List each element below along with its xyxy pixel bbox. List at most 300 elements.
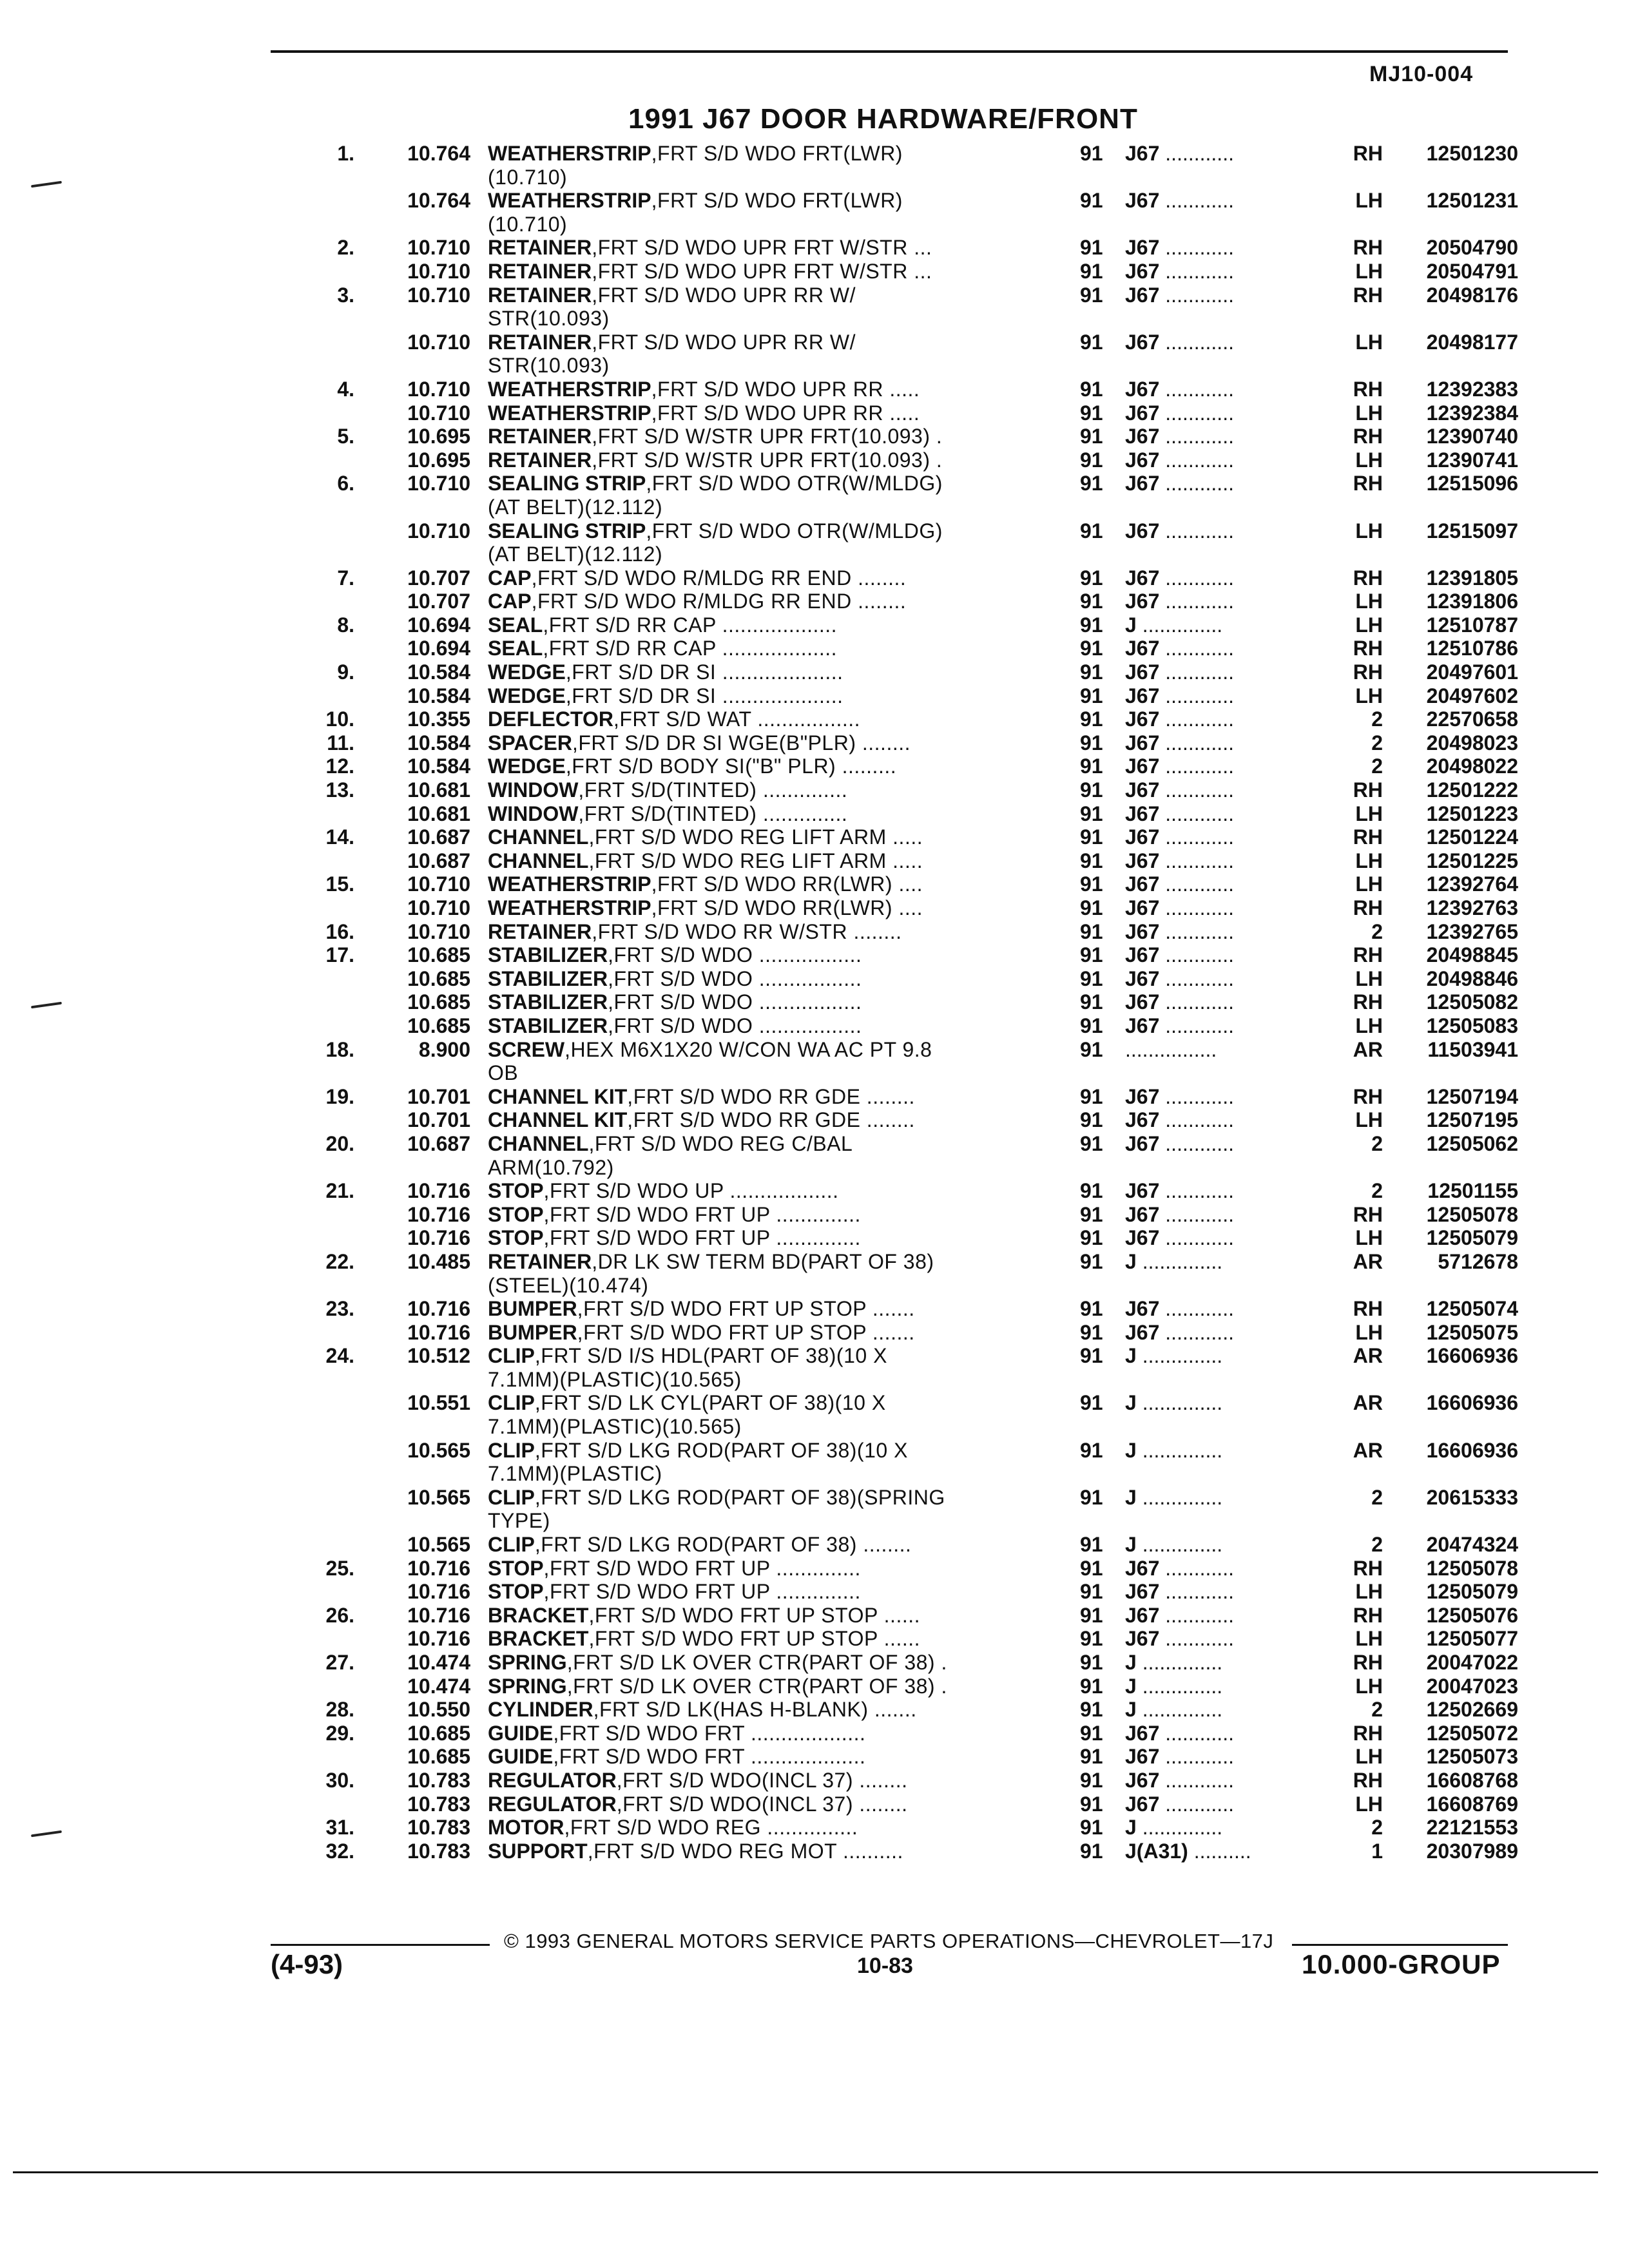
part-name: CLIP (488, 1438, 535, 1462)
item-number: 31. (325, 1816, 354, 1840)
part-detail: ,FRT S/D WDO RR GDE ........ (627, 1084, 915, 1108)
part-name: STOP (488, 1580, 544, 1604)
part-detail: ,FRT S/D WDO RR(LWR) .... (651, 872, 923, 896)
group-number: 10.685 (407, 1014, 470, 1037)
part-detail: ,FRT S/D WDO(INCL 37) ........ (616, 1792, 908, 1816)
part-number: 12501222 (1426, 778, 1518, 802)
part-detail-continued: OB (488, 1061, 519, 1085)
part-number: 12505077 (1426, 1627, 1518, 1651)
quantity: 2 (1371, 707, 1383, 731)
leader-dots: ............ (1165, 825, 1234, 849)
model-year: 91 (1080, 1580, 1103, 1604)
table-row (0, 189, 1629, 236)
model-code-value: J67 (1125, 283, 1160, 307)
model-year: 91 (1080, 1226, 1103, 1250)
model-year: 91 (1080, 1603, 1103, 1627)
part-number: 12392763 (1426, 896, 1518, 919)
table-row (0, 1533, 1629, 1557)
leader-dots: ............ (1165, 283, 1234, 307)
group-number: 10.710 (407, 236, 470, 260)
leader-dots: ............ (1165, 1603, 1234, 1627)
part-description (488, 1816, 1068, 1840)
quantity: 2 (1371, 1533, 1383, 1557)
table-row (0, 1108, 1629, 1132)
item-number: 21. (325, 1179, 354, 1203)
part-name: WEATHERSTRIP (488, 872, 651, 896)
part-description (488, 1014, 1068, 1038)
item-number: 16. (325, 919, 354, 943)
model-year: 91 (1080, 1745, 1103, 1769)
model-year: 91 (1080, 448, 1103, 472)
leader-dots: ............ (1165, 966, 1234, 990)
part-detail: ,HEX M6X1X20 W/CON WA AC PT 9.8 (564, 1037, 932, 1061)
leader-dots: ............ (1165, 778, 1234, 802)
table-row (0, 1627, 1629, 1651)
item-number: 23. (325, 1297, 354, 1321)
quantity: LH (1355, 189, 1383, 213)
group-number: 10.584 (407, 660, 470, 684)
quantity: LH (1355, 966, 1383, 990)
table-row (0, 1014, 1629, 1038)
part-detail: ,FRT S/D WDO FRT UP .............. (543, 1202, 861, 1226)
model-year: 91 (1080, 1839, 1103, 1863)
part-detail: ,FRT S/D RR CAP ................... (543, 637, 838, 660)
model-code (1125, 990, 1338, 1014)
model-code (1125, 872, 1338, 896)
model-code-value: J67 (1125, 754, 1160, 778)
model-code (1125, 1250, 1338, 1274)
table-row (0, 802, 1629, 826)
model-year: 91 (1080, 1485, 1103, 1509)
model-code-value: J67 (1125, 1556, 1160, 1580)
model-code (1125, 1085, 1338, 1109)
model-code (1125, 1226, 1338, 1250)
model-code (1125, 825, 1338, 849)
model-year: 91 (1080, 1651, 1103, 1674)
part-detail: ,FRT S/D DR SI WGE(B"PLR) ........ (572, 731, 911, 754)
part-detail: ,FRT S/D WDO OTR(W/MLDG) (646, 472, 943, 495)
part-number: 12505062 (1426, 1131, 1518, 1155)
part-description (488, 448, 1068, 472)
part-name: STOP (488, 1202, 544, 1226)
part-description (488, 896, 1068, 920)
leader-dots: ............ (1165, 1745, 1234, 1769)
part-detail: ,FRT S/D W/STR UPR FRT(10.093) . (592, 425, 943, 448)
quantity: 2 (1371, 1698, 1383, 1722)
model-year: 91 (1080, 330, 1103, 354)
part-name: RETAINER (488, 259, 592, 283)
quantity: RH (1353, 943, 1383, 967)
model-year: 91 (1080, 1627, 1103, 1651)
part-detail: ,FRT S/D WDO RR GDE ........ (627, 1108, 915, 1132)
quantity: LH (1355, 590, 1383, 613)
part-number: 20307989 (1426, 1839, 1518, 1863)
part-detail: ,FRT S/D WDO FRT(LWR) (651, 142, 903, 165)
part-number: 16606936 (1426, 1391, 1518, 1415)
part-description (488, 1132, 1068, 1179)
model-year: 91 (1080, 684, 1103, 707)
model-code (1125, 1769, 1338, 1792)
top-rule (271, 50, 1508, 53)
part-name: MOTOR (488, 1816, 564, 1840)
part-number: 20615333 (1426, 1485, 1518, 1509)
bottom-rule (13, 2171, 1598, 2173)
part-number: 20047023 (1426, 1674, 1518, 1698)
leader-dots: .......... (1193, 1839, 1251, 1863)
revision-date: (4-93) (271, 1949, 343, 1979)
model-code-value: J (1125, 1816, 1137, 1840)
model-code-value: J67 (1125, 377, 1160, 401)
part-detail: ,FRT S/D WDO UPR FRT W/STR ... (592, 236, 932, 260)
leader-dots: ............ (1165, 448, 1234, 472)
model-code-value: J67 (1125, 1320, 1160, 1344)
item-number: 25. (325, 1556, 354, 1580)
part-name: CHANNEL (488, 1131, 589, 1155)
group-number: 10.710 (407, 330, 470, 354)
part-description (488, 331, 1068, 378)
model-code-value: J67 (1125, 259, 1160, 283)
part-detail: ,FRT S/D WDO UPR RR W/ (592, 283, 856, 307)
table-row (0, 1792, 1629, 1816)
table-row (0, 1486, 1629, 1533)
model-year: 91 (1080, 1391, 1103, 1415)
part-description (488, 1179, 1068, 1203)
part-description (488, 825, 1068, 849)
quantity: LH (1355, 519, 1383, 543)
part-detail: ,FRT S/D LKG ROD(PART OF 38)(SPRING (534, 1485, 945, 1509)
model-year: 91 (1080, 142, 1103, 165)
model-year: 91 (1080, 1179, 1103, 1203)
table-row (0, 1722, 1629, 1745)
model-code-value: J (1125, 1651, 1137, 1674)
part-name: STABILIZER (488, 966, 608, 990)
table-row (0, 1179, 1629, 1203)
model-code-value: J67 (1125, 142, 1160, 165)
part-name: SEALING STRIP (488, 519, 646, 543)
quantity: AR (1353, 1249, 1383, 1273)
group-number: 10.710 (407, 377, 470, 401)
part-description (488, 1580, 1068, 1604)
item-number: 18. (325, 1037, 354, 1061)
part-description (488, 613, 1068, 637)
part-description (488, 1533, 1068, 1557)
model-code-value: J67 (1125, 566, 1160, 590)
quantity: AR (1353, 1391, 1383, 1415)
model-code-value: J (1125, 1698, 1137, 1722)
model-year: 91 (1080, 731, 1103, 754)
part-description (488, 1840, 1068, 1863)
part-number: 16606936 (1426, 1344, 1518, 1368)
group-number: 10.764 (407, 189, 470, 213)
group-number: 10.512 (407, 1344, 470, 1368)
model-code (1125, 1557, 1338, 1581)
model-code (1125, 590, 1338, 613)
leader-dots: ............ (1165, 1768, 1234, 1792)
table-row (0, 990, 1629, 1014)
part-number: 12392765 (1426, 919, 1518, 943)
group-number: 10.681 (407, 778, 470, 802)
model-code-value: J67 (1125, 330, 1160, 354)
model-code-value: J67 (1125, 236, 1160, 260)
group-number: 10.685 (407, 1745, 470, 1769)
part-detail: ,FRT S/D WDO REG LIFT ARM ..... (588, 825, 923, 849)
model-code-value: J67 (1125, 1084, 1160, 1108)
part-description (488, 472, 1068, 519)
part-description (488, 236, 1068, 260)
part-description (488, 590, 1068, 613)
part-number: 12505076 (1426, 1603, 1518, 1627)
part-detail: ,FRT S/D LKG ROD(PART OF 38) ........ (534, 1533, 912, 1557)
model-year: 91 (1080, 872, 1103, 896)
model-year: 91 (1080, 1698, 1103, 1722)
model-code-value: J67 (1125, 966, 1160, 990)
part-number: 20504791 (1426, 259, 1518, 283)
model-code-value: J67 (1125, 1721, 1160, 1745)
table-row (0, 1840, 1629, 1863)
model-year: 91 (1080, 259, 1103, 283)
model-code-value: J67 (1125, 849, 1160, 872)
leader-dots: ............ (1165, 731, 1234, 754)
part-description (488, 849, 1068, 873)
part-number: 20504790 (1426, 236, 1518, 260)
model-code-value: J67 (1125, 660, 1160, 684)
part-number: 12507195 (1426, 1108, 1518, 1132)
model-code (1125, 1745, 1338, 1769)
table-row (0, 260, 1629, 284)
table-row (0, 1203, 1629, 1227)
leader-dots: ............ (1165, 660, 1234, 684)
quantity: 1 (1371, 1839, 1383, 1863)
part-detail: ,FRT S/D I/S HDL(PART OF 38)(10 X (534, 1344, 887, 1368)
quantity: AR (1353, 1344, 1383, 1368)
part-description (488, 754, 1068, 778)
part-name: CHANNEL KIT (488, 1084, 628, 1108)
part-detail-continued: (10.710) (488, 165, 568, 189)
part-number: 12502669 (1426, 1698, 1518, 1722)
part-number: 12505078 (1426, 1556, 1518, 1580)
part-number: 12501155 (1427, 1179, 1518, 1203)
leader-dots: .............. (1142, 1533, 1223, 1557)
group-number: 10.694 (407, 613, 470, 637)
model-code-value: J67 (1125, 731, 1160, 754)
part-detail: ,FRT S/D RR CAP ................... (543, 613, 838, 637)
part-name: STABILIZER (488, 1014, 608, 1037)
leader-dots: .............. (1142, 1651, 1223, 1674)
model-code (1125, 331, 1338, 354)
part-number: 12501224 (1426, 825, 1518, 849)
model-code-value: J67 (1125, 1108, 1160, 1132)
model-code (1125, 1321, 1338, 1345)
group-number: 10.685 (407, 990, 470, 1014)
model-year: 91 (1080, 1674, 1103, 1698)
quantity: LH (1355, 401, 1383, 425)
part-description (488, 1297, 1068, 1321)
group-number: 10.716 (407, 1580, 470, 1604)
leader-dots: ................ (1125, 1037, 1217, 1061)
part-detail: ,FRT S/D DR SI .................... (565, 660, 843, 684)
table-row (0, 1250, 1629, 1297)
part-detail: ,FRT S/D WDO UPR RR ..... (651, 401, 920, 425)
model-code (1125, 802, 1338, 826)
part-detail: ,FRT S/D WDO ................. (608, 966, 862, 990)
table-row (0, 1085, 1629, 1109)
part-number: 20498845 (1426, 943, 1518, 967)
model-code-value: J67 (1125, 943, 1160, 967)
part-name: WEDGE (488, 660, 566, 684)
table-row (0, 684, 1629, 708)
quantity: RH (1353, 472, 1383, 495)
page-number: 10-83 (857, 1954, 913, 1978)
quantity: RH (1353, 1768, 1383, 1792)
quantity: 2 (1371, 731, 1383, 754)
part-name: WEDGE (488, 754, 566, 778)
quantity: AR (1353, 1438, 1383, 1462)
leader-dots: ............ (1165, 1580, 1234, 1604)
item-number: 6. (337, 472, 354, 495)
model-year: 91 (1080, 1014, 1103, 1037)
part-name: WEATHERSTRIP (488, 401, 651, 425)
part-description (488, 1792, 1068, 1816)
part-description (488, 1321, 1068, 1345)
part-description (488, 1486, 1068, 1533)
leader-dots: .............. (1142, 1438, 1223, 1462)
item-number: 8. (337, 613, 354, 637)
group-number: 10.710 (407, 896, 470, 919)
part-detail: ,FRT S/D BODY SI("B" PLR) ......... (565, 754, 897, 778)
part-name: CLIP (488, 1391, 535, 1415)
table-row (0, 778, 1629, 802)
group-number: 10.565 (407, 1438, 470, 1462)
part-detail: ,FRT S/D W/STR UPR FRT(10.093) . (592, 448, 943, 472)
model-year: 91 (1080, 1556, 1103, 1580)
table-row (0, 967, 1629, 991)
group-number: 10.551 (407, 1391, 470, 1415)
model-year: 91 (1080, 1344, 1103, 1368)
part-description (488, 778, 1068, 802)
part-detail: ,FRT S/D WDO REG MOT .......... (587, 1839, 903, 1863)
part-detail: ,FRT S/D(TINTED) .............. (578, 802, 848, 825)
model-code-value: J67 (1125, 637, 1160, 660)
model-code (1125, 1038, 1338, 1062)
quantity: RH (1353, 1651, 1383, 1674)
footer-rule-left (271, 1944, 490, 1946)
quantity: LH (1355, 1320, 1383, 1344)
quantity: LH (1355, 1580, 1383, 1604)
leader-dots: ............ (1165, 1556, 1234, 1580)
model-code-value: J67 (1125, 448, 1160, 472)
leader-dots: ............ (1165, 189, 1234, 213)
leader-dots: ............ (1165, 990, 1234, 1014)
group-number: 10.783 (407, 1792, 470, 1816)
item-number: 3. (337, 283, 354, 307)
group-number: 10.695 (407, 425, 470, 448)
group-number: 10.485 (407, 1249, 470, 1273)
part-description (488, 1108, 1068, 1132)
model-year: 91 (1080, 519, 1103, 543)
model-year: 91 (1080, 1131, 1103, 1155)
leader-dots: ............ (1165, 401, 1234, 425)
quantity: RH (1353, 1603, 1383, 1627)
leader-dots: .............. (1142, 1698, 1223, 1722)
group-number: 10.685 (407, 1721, 470, 1745)
part-name: SCREW (488, 1037, 565, 1061)
part-name: SEAL (488, 637, 543, 660)
group-number: 10.584 (407, 754, 470, 778)
part-name: CLIP (488, 1344, 535, 1368)
model-code (1125, 778, 1338, 802)
model-code-value: J67 (1125, 1768, 1160, 1792)
part-number: 12505078 (1426, 1202, 1518, 1226)
leader-dots: ............ (1165, 943, 1234, 967)
part-name: STOP (488, 1226, 544, 1250)
model-code-value: J67 (1125, 189, 1160, 213)
quantity: LH (1355, 613, 1383, 637)
item-number: 9. (337, 660, 354, 684)
part-detail: ,FRT S/D LK OVER CTR(PART OF 38) . (566, 1651, 947, 1674)
leader-dots: ............ (1165, 142, 1234, 165)
group-number: 10.701 (407, 1108, 470, 1132)
part-detail: ,FRT S/D LK(HAS H-BLANK) ....... (593, 1698, 917, 1722)
group-number: 10.565 (407, 1533, 470, 1557)
part-name: WINDOW (488, 802, 579, 825)
part-description (488, 872, 1068, 896)
quantity: LH (1355, 1674, 1383, 1698)
part-number: 20498846 (1426, 966, 1518, 990)
quantity: LH (1355, 1745, 1383, 1769)
model-code-value: J67 (1125, 825, 1160, 849)
part-description (488, 1439, 1068, 1486)
part-name: SEALING STRIP (488, 472, 646, 495)
group-number: 10.710 (407, 872, 470, 896)
part-description (488, 990, 1068, 1014)
quantity: LH (1355, 330, 1383, 354)
leader-dots: ............ (1165, 707, 1234, 731)
model-year: 91 (1080, 1533, 1103, 1557)
model-year: 91 (1080, 966, 1103, 990)
model-code (1125, 1722, 1338, 1745)
model-code (1125, 1014, 1338, 1038)
leader-dots: ............ (1165, 1226, 1234, 1250)
leader-dots: ............ (1165, 1202, 1234, 1226)
group-number: 10.584 (407, 731, 470, 754)
part-name: RETAINER (488, 919, 592, 943)
leader-dots: .............. (1142, 1391, 1223, 1415)
group-number: 10.716 (407, 1627, 470, 1651)
part-name: SPRING (488, 1651, 567, 1674)
group-number: 10.565 (407, 1485, 470, 1509)
leader-dots: ............ (1165, 590, 1234, 613)
group-number: 10.701 (407, 1084, 470, 1108)
model-code (1125, 1486, 1338, 1510)
part-detail: ,FRT S/D WDO UPR FRT W/STR ... (592, 259, 932, 283)
model-year: 91 (1080, 283, 1103, 307)
group-number: 10.694 (407, 637, 470, 660)
part-detail: ,FRT S/D WDO UPR RR ..... (651, 377, 920, 401)
part-detail: ,FRT S/D WDO FRT UP .............. (543, 1556, 861, 1580)
part-name: GUIDE (488, 1745, 554, 1769)
quantity: LH (1355, 1627, 1383, 1651)
leader-dots: ............ (1165, 1131, 1234, 1155)
part-detail-continued: (10.710) (488, 212, 568, 236)
leader-dots: ............ (1165, 425, 1234, 448)
model-year: 91 (1080, 472, 1103, 495)
model-code-value: J67 (1125, 1792, 1160, 1816)
part-detail-continued: (AT BELT)(12.112) (488, 543, 663, 566)
part-description (488, 425, 1068, 448)
part-name: CLIP (488, 1533, 535, 1557)
leader-dots: ............ (1165, 754, 1234, 778)
group-number: 10.584 (407, 684, 470, 707)
